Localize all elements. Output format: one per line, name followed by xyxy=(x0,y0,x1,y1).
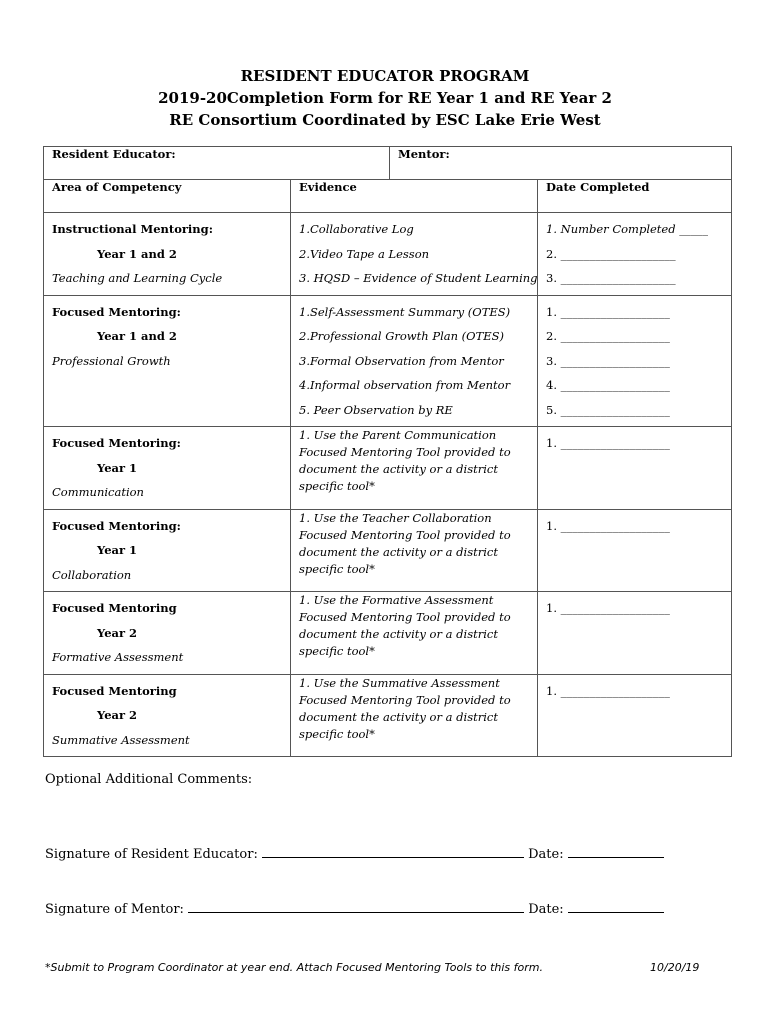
evidence-item: 1.Self-Assessment Summary (OTES) xyxy=(299,304,511,319)
area-title: Instructional Mentoring: xyxy=(52,222,213,236)
evidence-item: 3.Formal Observation from Mentor xyxy=(299,353,504,368)
evidence-line: document the activity or a district xyxy=(299,709,498,724)
area-year: Year 1 and 2 xyxy=(97,329,177,343)
evidence-line: specific tool* xyxy=(299,726,375,741)
table-row xyxy=(44,592,732,675)
resident-date-label: Date: xyxy=(528,847,564,862)
evidence-cell xyxy=(291,295,538,427)
evidence-line: Focused Mentoring Tool provided to xyxy=(299,445,511,459)
date-entry[interactable]: 4. ___________________ xyxy=(546,378,670,392)
area-cell xyxy=(44,509,291,592)
evidence-line: document the activity or a district xyxy=(299,544,498,559)
area-title: Focused Mentoring: xyxy=(52,436,181,450)
date-entry[interactable]: 1. ___________________ xyxy=(546,436,670,450)
area-title: Focused Mentoring: xyxy=(52,304,181,319)
resident-signature-field[interactable] xyxy=(262,845,524,858)
mentor-field[interactable]: Mentor: xyxy=(390,147,732,180)
evidence-item: 3. HQSD – Evidence of Student Learning xyxy=(299,271,538,285)
evidence-cell xyxy=(291,674,538,757)
area-title: Focused Mentoring xyxy=(52,601,177,615)
area-cell xyxy=(44,295,291,427)
date-cell xyxy=(538,427,732,510)
area-cell xyxy=(44,592,291,675)
area-topic: Summative Assessment xyxy=(52,732,190,747)
date-entry[interactable]: 2. ____________________ xyxy=(546,246,676,261)
evidence-line: 1. Use the Parent Communication xyxy=(299,428,497,442)
evidence-line: 1. Use the Teacher Collaboration xyxy=(299,510,492,525)
area-topic: Professional Growth xyxy=(52,353,171,368)
evidence-line: specific tool* xyxy=(299,644,375,658)
evidence-line: 1. Use the Formative Assessment xyxy=(299,593,494,607)
revision-date: 10/20/19 xyxy=(650,961,700,974)
program-title: RESIDENT EDUCATOR PROGRAM xyxy=(240,67,530,85)
table-row xyxy=(44,674,732,757)
optional-comments-label: Optional Additional Comments: xyxy=(45,772,253,787)
date-entry[interactable]: 3. ____________________ xyxy=(546,271,676,285)
form-title: 2019-20Completion Form for RE Year 1 and RE Year 2 xyxy=(158,89,612,107)
evidence-cell xyxy=(291,213,538,296)
column-header-row xyxy=(44,180,732,213)
evidence-line: specific tool* xyxy=(299,479,375,493)
area-column-header: Area of Competency xyxy=(44,180,291,213)
evidence-line: Focused Mentoring Tool provided to xyxy=(299,610,511,624)
area-topic: Collaboration xyxy=(52,567,132,582)
area-topic: Teaching and Learning Cycle xyxy=(52,271,223,285)
names-row xyxy=(44,147,732,180)
resident-date-field[interactable] xyxy=(568,845,664,858)
area-title: Focused Mentoring: xyxy=(52,518,181,533)
evidence-cell xyxy=(291,592,538,675)
mentor-signature-label: Signature of Mentor: xyxy=(45,902,184,917)
submission-note: *Submit to Program Coordinator at year end. Attach Focused Mentoring Tools to this form. xyxy=(45,961,543,974)
evidence-item: 5. Peer Observation by RE xyxy=(299,402,453,417)
table-row xyxy=(44,213,732,296)
date-entry[interactable]: 1. ___________________ xyxy=(546,518,670,533)
area-topic: Formative Assessment xyxy=(52,650,184,664)
date-entry[interactable]: 3. ___________________ xyxy=(546,353,670,368)
area-year: Year 1 xyxy=(97,460,138,475)
date-entry[interactable]: 1. ___________________ xyxy=(546,304,670,319)
date-entry[interactable]: 1. ___________________ xyxy=(546,683,670,698)
date-entry[interactable]: 1. Number Completed _____ xyxy=(546,222,709,236)
resident-signature-label: Signature of Resident Educator: xyxy=(45,847,258,862)
evidence-line: Focused Mentoring Tool provided to xyxy=(299,692,511,707)
evidence-item: 2.Video Tape a Lesson xyxy=(299,246,430,261)
date-cell xyxy=(538,295,732,427)
date-entry[interactable]: 1. ___________________ xyxy=(546,601,670,615)
date-cell xyxy=(538,592,732,675)
evidence-line: Focused Mentoring Tool provided to xyxy=(299,527,511,542)
area-year: Year 1 xyxy=(97,543,138,557)
evidence-line: document the activity or a district xyxy=(299,627,498,641)
area-year: Year 1 and 2 xyxy=(97,246,177,261)
area-year: Year 2 xyxy=(97,708,138,722)
area-cell xyxy=(44,674,291,757)
date-column-header: Date Completed xyxy=(538,180,732,213)
evidence-cell xyxy=(291,509,538,592)
form-header xyxy=(0,65,770,131)
evidence-item: 2.Professional Growth Plan (OTES) xyxy=(299,329,505,343)
mentor-date-label: Date: xyxy=(528,902,564,917)
evidence-cell xyxy=(291,427,538,510)
mentor-signature-line xyxy=(45,900,664,917)
evidence-line: specific tool* xyxy=(299,561,375,576)
date-cell xyxy=(538,509,732,592)
table-row xyxy=(44,295,732,427)
area-cell xyxy=(44,213,291,296)
resident-signature-line xyxy=(45,845,664,862)
completion-table xyxy=(43,146,732,757)
mentor-signature-field[interactable] xyxy=(188,900,524,913)
area-topic: Communication xyxy=(52,485,144,499)
date-entry[interactable]: 2. ___________________ xyxy=(546,329,670,343)
date-cell xyxy=(538,213,732,296)
evidence-line: document the activity or a district xyxy=(299,462,498,476)
evidence-item: 4.Informal observation from Mentor xyxy=(299,378,511,392)
evidence-column-header: Evidence xyxy=(291,180,538,213)
area-cell xyxy=(44,427,291,510)
evidence-line: 1. Use the Summative Assessment xyxy=(299,675,500,690)
area-title: Focused Mentoring xyxy=(52,683,177,698)
table-row xyxy=(44,427,732,510)
evidence-item: 1.Collaborative Log xyxy=(299,222,414,236)
date-entry[interactable]: 5. ___________________ xyxy=(546,402,670,417)
table-row xyxy=(44,509,732,592)
date-cell xyxy=(538,674,732,757)
area-year: Year 2 xyxy=(97,625,138,640)
resident-educator-field[interactable]: Resident Educator: xyxy=(44,147,390,180)
consortium-title: RE Consortium Coordinated by ESC Lake Erie West xyxy=(169,111,601,129)
mentor-date-field[interactable] xyxy=(568,900,664,913)
